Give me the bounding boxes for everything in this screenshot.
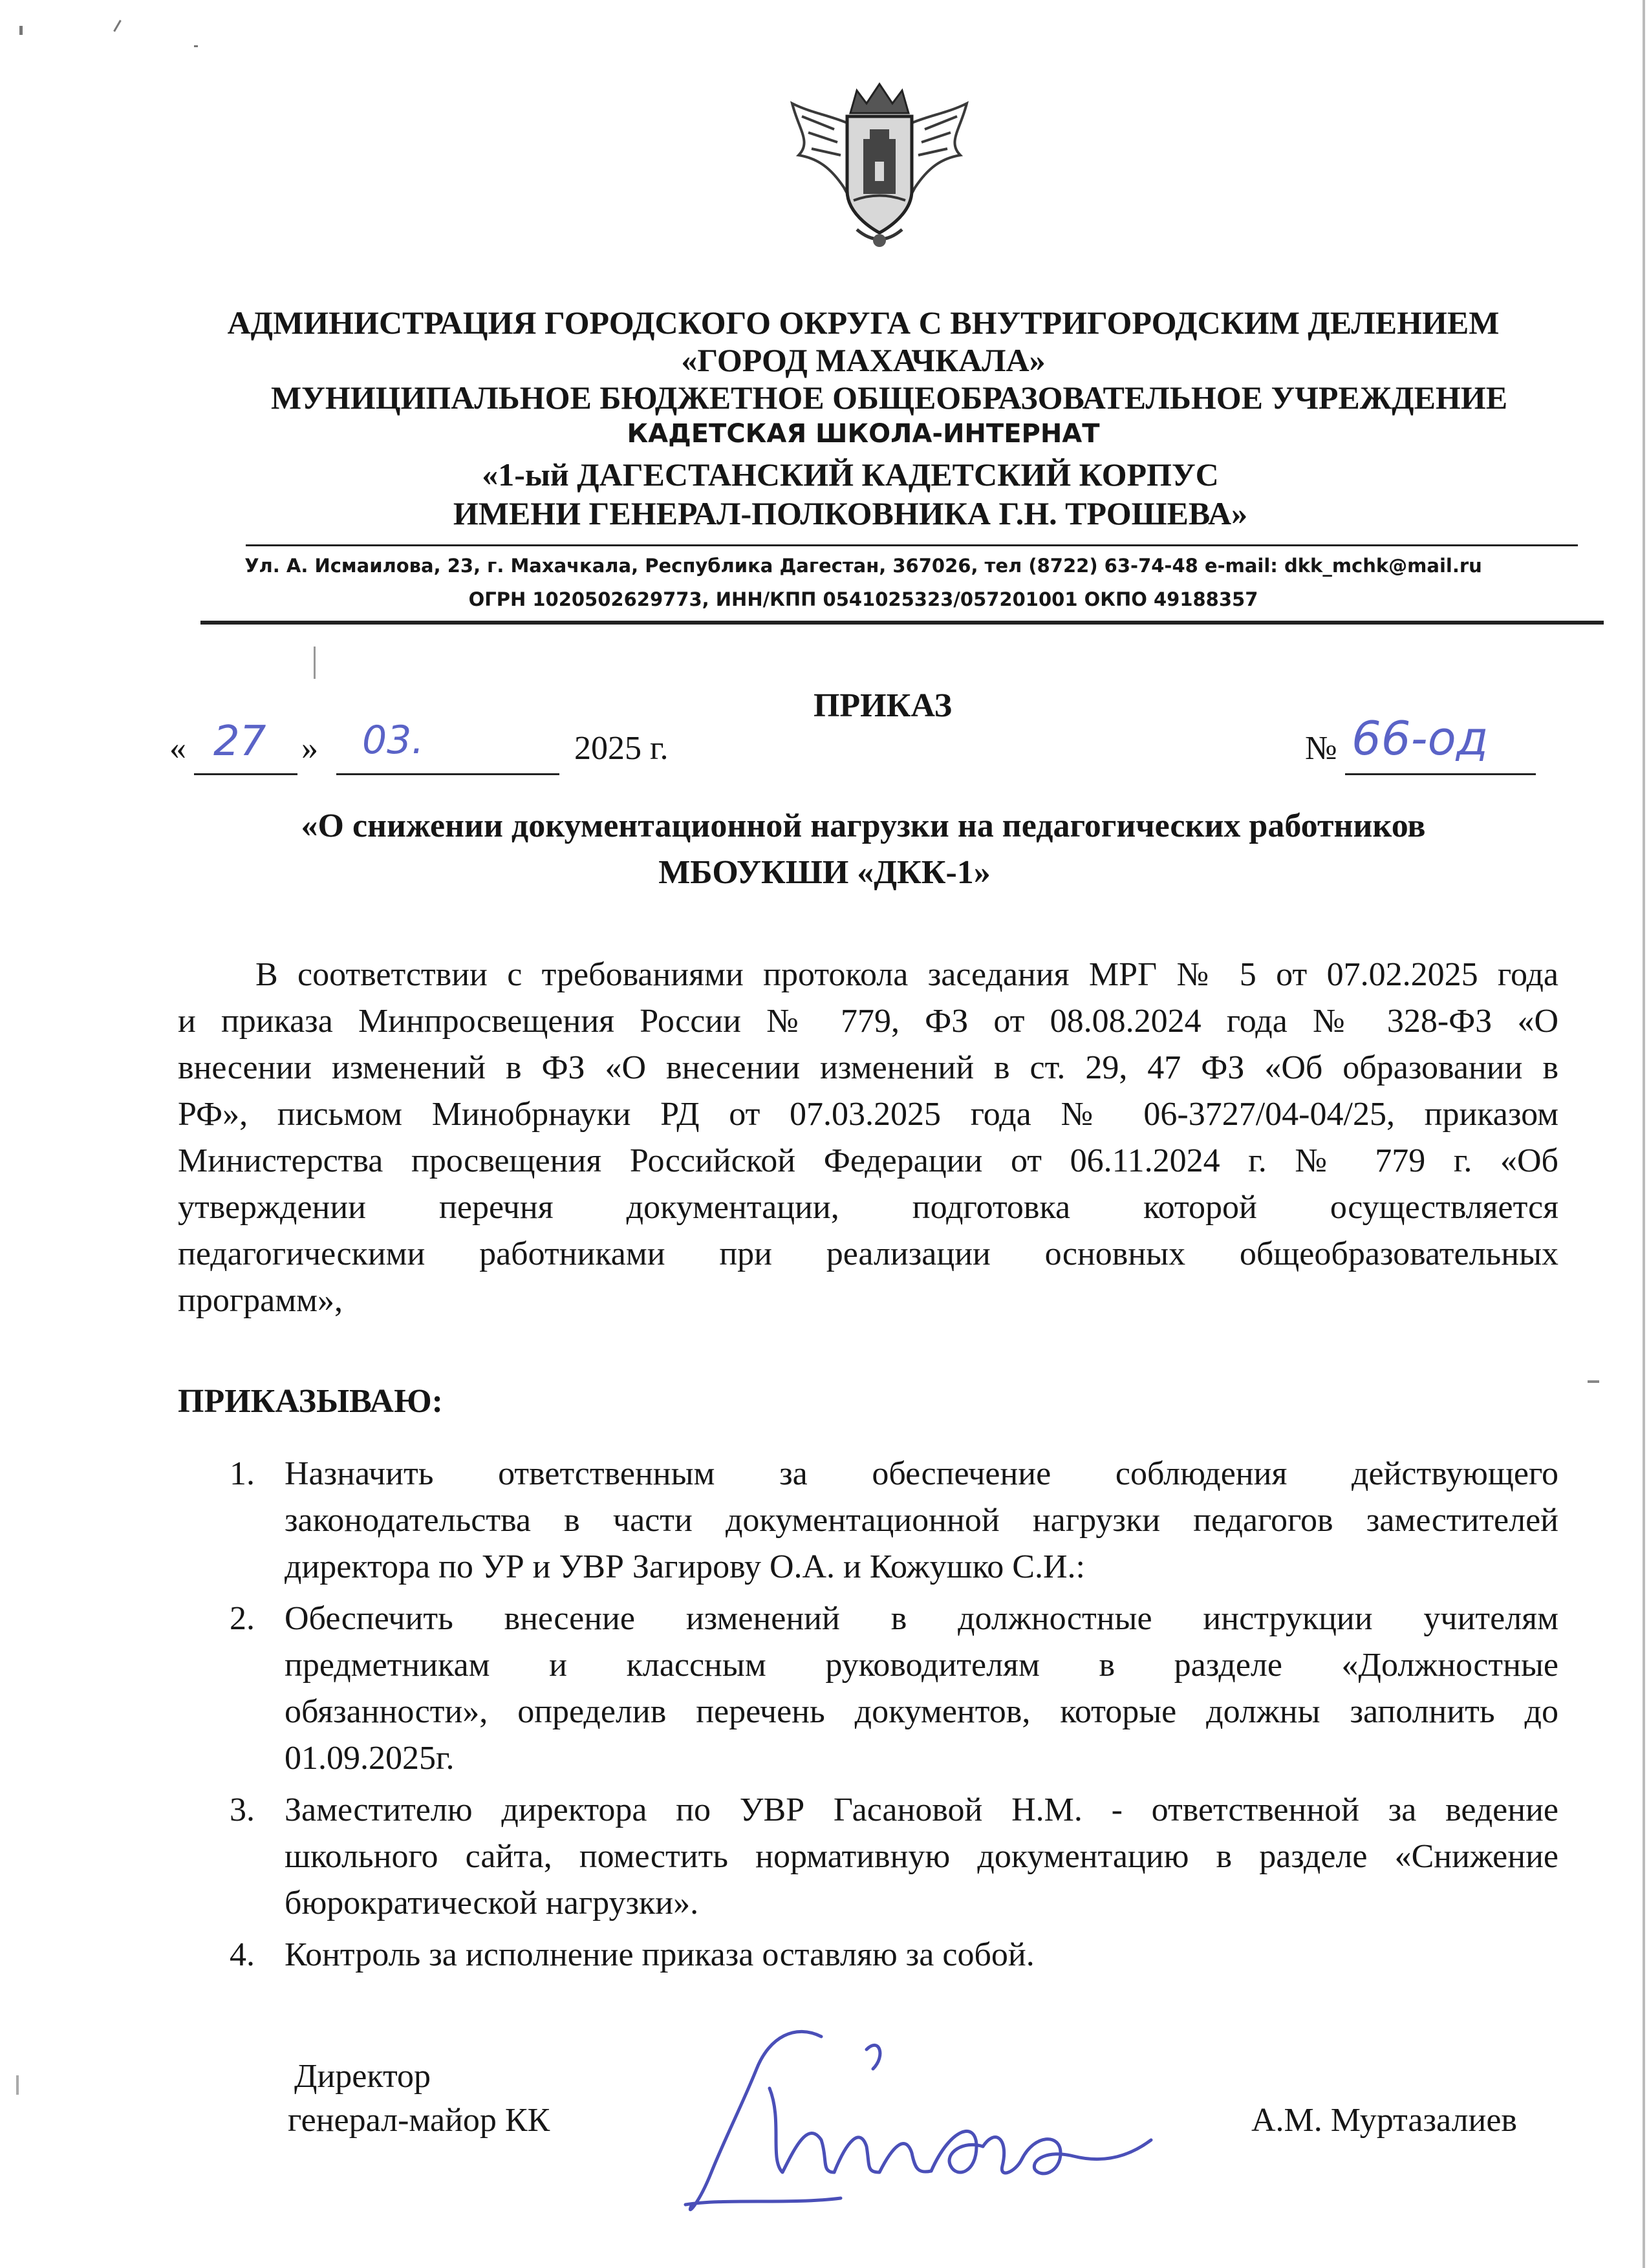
preamble-paragraph: [178, 952, 1558, 1324]
handwritten-signature: [673, 2011, 1177, 2243]
order-number-sign: №: [1305, 730, 1337, 767]
order-subject-line1: «О снижении документационной нагрузки на педагогических работников: [301, 808, 1426, 844]
header-line-institution-type: МУНИЦИПАЛЬНОЕ БЮДЖЕТНОЕ ОБЩЕОБРАЗОВАТЕЛЬНОЕ УЧРЕЖДЕНИЕ: [270, 380, 1508, 416]
list-item: [230, 1932, 1558, 1978]
list-item-number: 1.: [230, 1455, 255, 1492]
preamble-line: В соответствии с требованиями протокола заседания МРГ № 5 от 07.02.2025 года: [255, 956, 1558, 993]
scan-edge: [1643, 0, 1645, 2268]
preamble-line: утверждении перечня документации, подготовка которой осуществляется: [178, 1189, 1558, 1226]
list-item-line: Назначить ответственным за обеспечение соблюдения действующего: [285, 1455, 1558, 1492]
list-item-line: обязанности», определив перечень документов, которые должны заполнить до: [285, 1693, 1558, 1730]
list-item-number: 3.: [230, 1792, 255, 1828]
scan-artifact: [16, 2075, 19, 2095]
list-item-line: 01.09.2025г.: [285, 1740, 455, 1777]
preamble-line: внесении изменений в ФЗ «О внесении изменений в ст. 29, 47 ФЗ «Об образовании в: [178, 1049, 1558, 1086]
header-registry-codes: ОГРН 1020502629773, ИНН/КПП 0541025323/057201001 ОКПО 49188357: [468, 588, 1258, 610]
order-title: ПРИКАЗ: [813, 687, 953, 724]
list-item-line: директора по УР и УВР Загирову О.А. и Кожушко С.И.:: [285, 1548, 1085, 1585]
signatory-name: А.М. Муртазалиев: [1251, 2102, 1517, 2139]
scan-artifact: [314, 647, 316, 679]
order-number-handwritten: 66-од: [1352, 711, 1489, 765]
preamble-line: программ»,: [178, 1282, 343, 1319]
header-top-rule: [246, 544, 1578, 546]
order-directive-word: ПРИКАЗЫВАЮ:: [178, 1383, 443, 1420]
date-quote-open: «: [169, 730, 186, 767]
list-item-number: 2.: [230, 1600, 255, 1637]
list-item-number: 4.: [230, 1936, 255, 1973]
date-quote-close: »: [301, 730, 318, 767]
order-subject-line2: МБОУКШИ «ДКК-1»: [658, 854, 991, 891]
list-item-line: бюрократической нагрузки».: [285, 1885, 699, 1921]
header-address: Ул. А. Исмаилова, 23, г. Махачкала, Республика Дагестан, 367026, тел (8722) 63-74-48 e-mail: dkk_mchk@mail.ru: [244, 555, 1482, 577]
header-line-corps: «1-ый ДАГЕСТАНСКИЙ КАДЕТСКИЙ КОРПУС: [482, 456, 1219, 493]
header-line-city: «ГОРОД МАХАЧКАЛА»: [681, 342, 1046, 378]
list-item-line: законодательства в части документационной нагрузки педагогов заместителей: [285, 1502, 1558, 1539]
header-line-school-type: КАДЕТСКАЯ ШКОЛА-ИНТЕРНАТ: [627, 419, 1100, 449]
header-bottom-rule: [200, 621, 1604, 625]
header-line-administration: АДМИНИСТРАЦИЯ ГОРОДСКОГО ОКРУГА С ВНУТРИГОРОДСКИМ ДЕЛЕНИЕМ: [227, 305, 1500, 341]
preamble-line: РФ», письмом Минобрнауки РД от 07.03.2025 года № 06-3727/04-04/25, приказом: [178, 1096, 1558, 1133]
order-items-list: [230, 1451, 1558, 1978]
scan-artifact: [194, 45, 198, 47]
scan-artifact: [19, 26, 23, 35]
scan-artifact: [113, 20, 122, 32]
header-line-named-after: ИМЕНИ ГЕНЕРАЛ-ПОЛКОВНИКА Г.Н. ТРОШЕВА»: [453, 495, 1248, 531]
date-month-handwritten: 03.: [362, 718, 424, 763]
scan-artifact: [1588, 1380, 1599, 1383]
list-item-line: Обеспечить внесение изменений в должностные инструкции учителям: [285, 1600, 1558, 1637]
date-year: 2025 г.: [574, 730, 669, 767]
list-item-line: предметникам и классным руководителям в разделе «Должностные: [285, 1647, 1558, 1684]
signatory-title-line1: Директор: [294, 2058, 431, 2095]
list-item: [230, 1596, 1558, 1782]
preamble-line: и приказа Минпросвещения России № 779, ФЗ от 08.08.2024 года № 328-ФЗ «О: [178, 1003, 1558, 1040]
list-item: [230, 1787, 1558, 1927]
list-item: [230, 1451, 1558, 1590]
list-item-line: школьного сайта, поместить нормативную документацию в разделе «Снижение: [285, 1838, 1558, 1875]
coat-of-arms-icon: [773, 78, 986, 252]
preamble-line: Министерства просвещения Российской Федерации от 06.11.2024 г. № 779 г. «Об: [178, 1142, 1558, 1179]
preamble-line: педагогическими работниками при реализации основных общеобразовательных: [178, 1236, 1558, 1272]
date-day-handwritten: 27: [213, 718, 266, 765]
list-item-line: Заместителю директора по УВР Гасановой Н.М. - ответственной за ведение: [285, 1792, 1558, 1828]
list-item-line: Контроль за исполнение приказа оставляю за собой.: [285, 1936, 1035, 1973]
signatory-title-line2: генерал-майор КК: [288, 2102, 550, 2139]
